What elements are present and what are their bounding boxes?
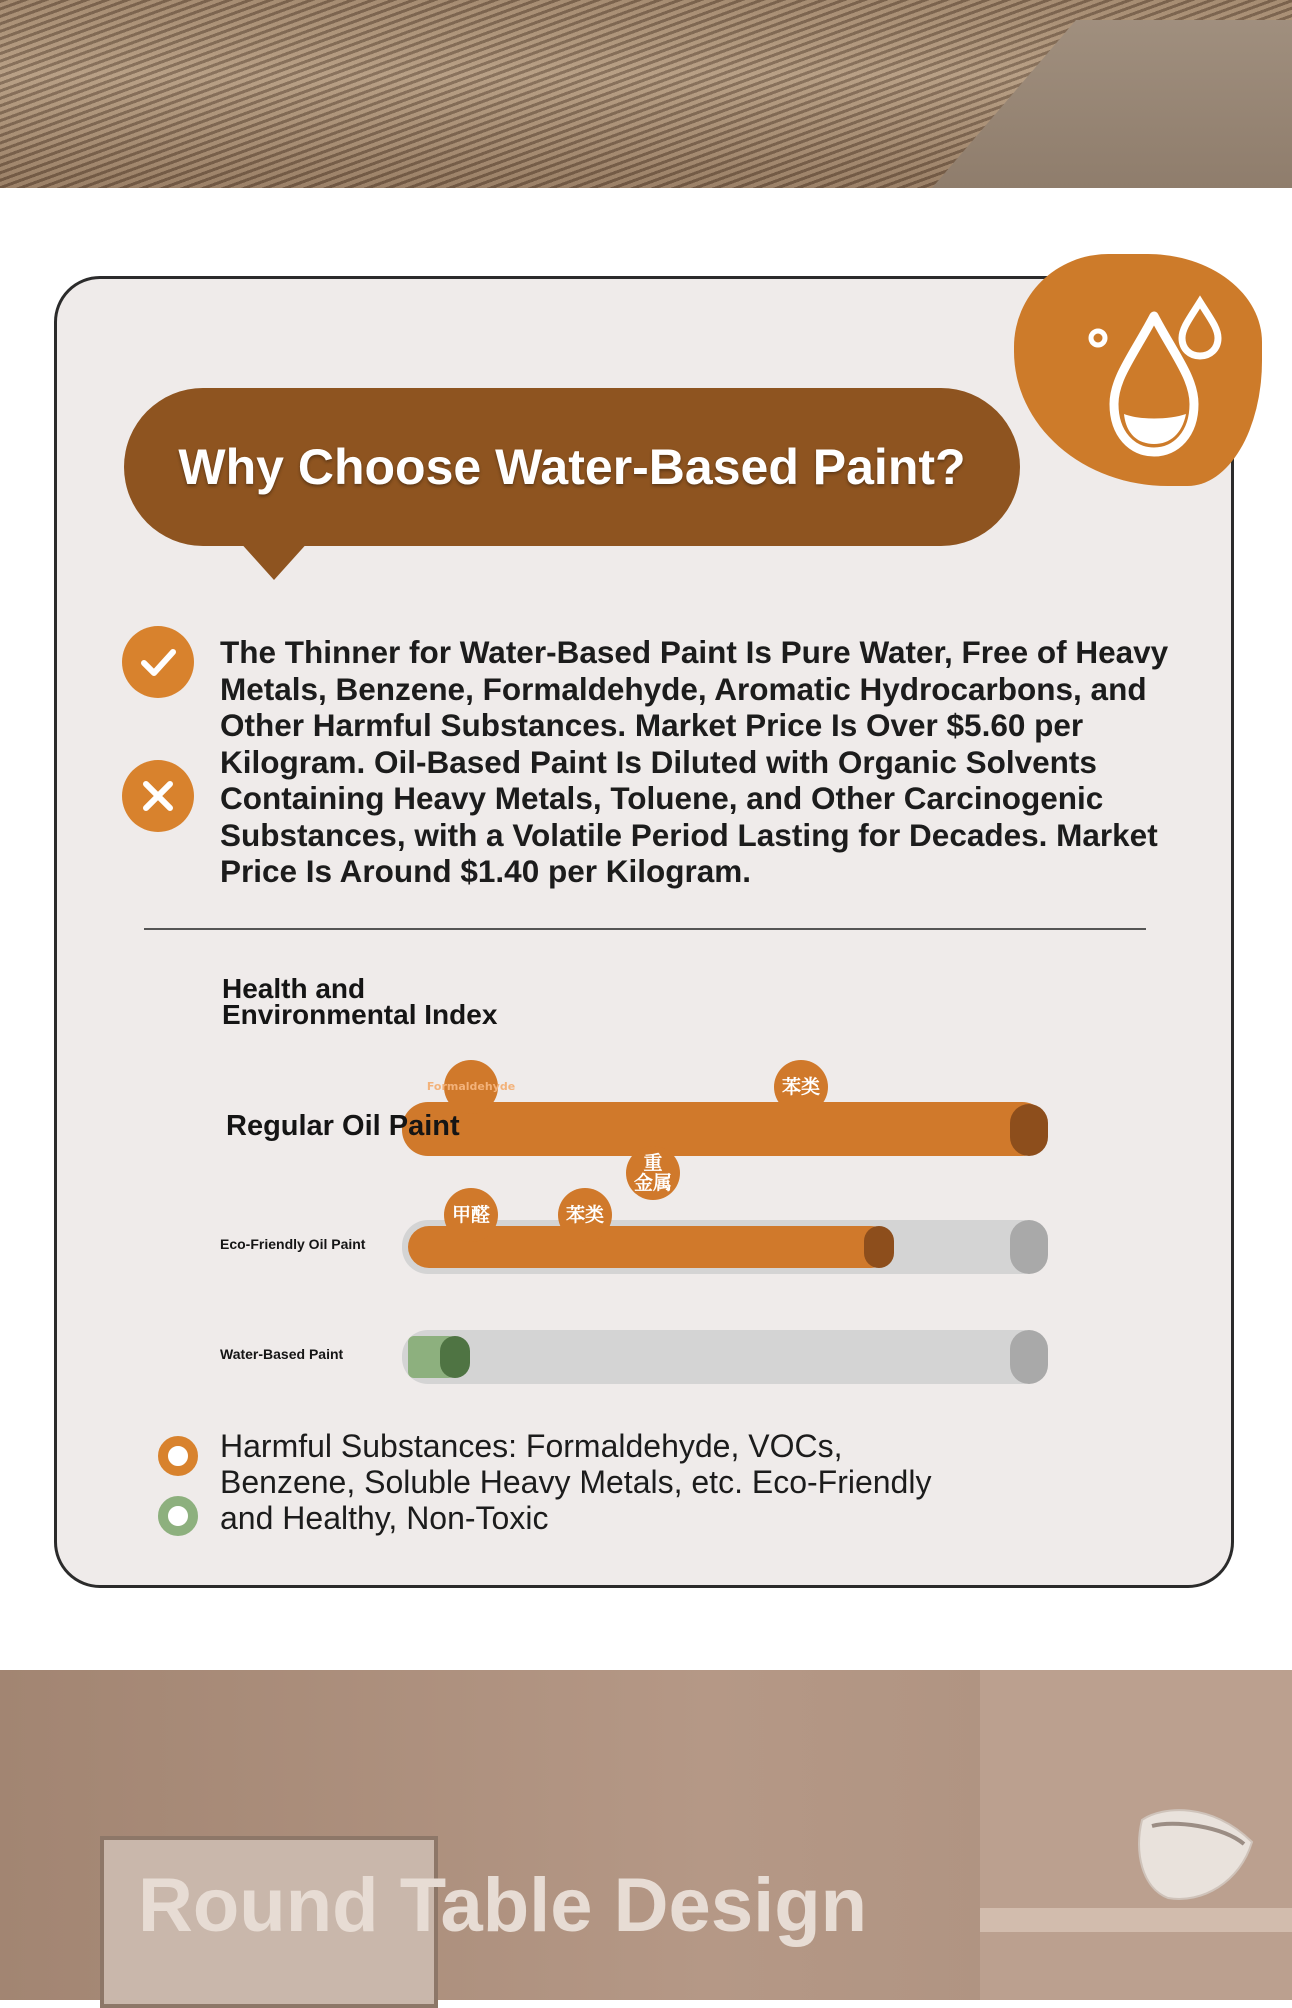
cross-icon (122, 760, 194, 832)
badge (1014, 254, 1262, 486)
index-title-line1: Health and (222, 973, 366, 1004)
row-label-eco-oil: Eco-Friendly Oil Paint (220, 1236, 366, 1252)
index-title-line2: Environmental Index (222, 999, 498, 1030)
eco-oil-bar-cap (864, 1226, 894, 1268)
top-banner-photo (0, 0, 1292, 188)
regular-oil-bar-cap (1010, 1104, 1048, 1156)
row-label-regular-oil: Regular Oil Paint (226, 1110, 460, 1142)
divider (144, 928, 1146, 930)
regular-oil-bar (402, 1102, 1048, 1156)
shelf (980, 1908, 1292, 1932)
healthy-legend-icon (158, 1496, 198, 1536)
bottom-banner-photo (0, 1670, 1292, 2000)
legend-text: Harmful Substances: Formaldehyde, VOCs, Benzene, Soluble Heavy Metals, etc. Eco-Friendly and Healthy, Non-Toxic (220, 1428, 932, 1536)
page-title: Why Choose Water-Based Paint? (178, 439, 966, 495)
row-label-water-based: Water-Based Paint (220, 1346, 344, 1362)
harmful-legend-icon (158, 1436, 198, 1476)
tag-formaldehyde: Formaldehyde (444, 1060, 498, 1114)
water-drop-icon (1014, 254, 1262, 486)
tag-benzene: 苯类 (774, 1060, 828, 1114)
water-based-track (402, 1330, 1048, 1384)
description-text: The Thinner for Water-Based Paint Is Pure Water, Free of Heavy Metals, Benzene, Formaldehyde, Aromatic Hydrocarbons, and Other Harmful Substances. Market Price Is Over $5.60 per Kilogram. Oil-Based Paint Is Diluted with Organic Solvents Containing Heavy Metals, Toluene, and Other Carcinogenic Substances, with a Volatile Period Lasting for Decades. Market Price Is Around $1.40 per Kilogram. (220, 634, 1169, 889)
section-title: Round Table Design (138, 1863, 868, 1948)
bowl-decor (1132, 1792, 1258, 1908)
water-based-bar-cap (440, 1336, 470, 1378)
tag-heavy-metals: 重 金属 (626, 1146, 680, 1200)
water-based-track-cap (1010, 1330, 1048, 1384)
title-bubble-tail (238, 540, 310, 580)
tag-benzene-eco: 苯类 (558, 1188, 612, 1242)
eco-oil-track-cap (1010, 1220, 1048, 1274)
tag-formaldehyde-eco: 甲醛 (444, 1188, 498, 1242)
check-icon (122, 626, 194, 698)
index-title (222, 973, 622, 1030)
floor-tiles (932, 20, 1292, 188)
